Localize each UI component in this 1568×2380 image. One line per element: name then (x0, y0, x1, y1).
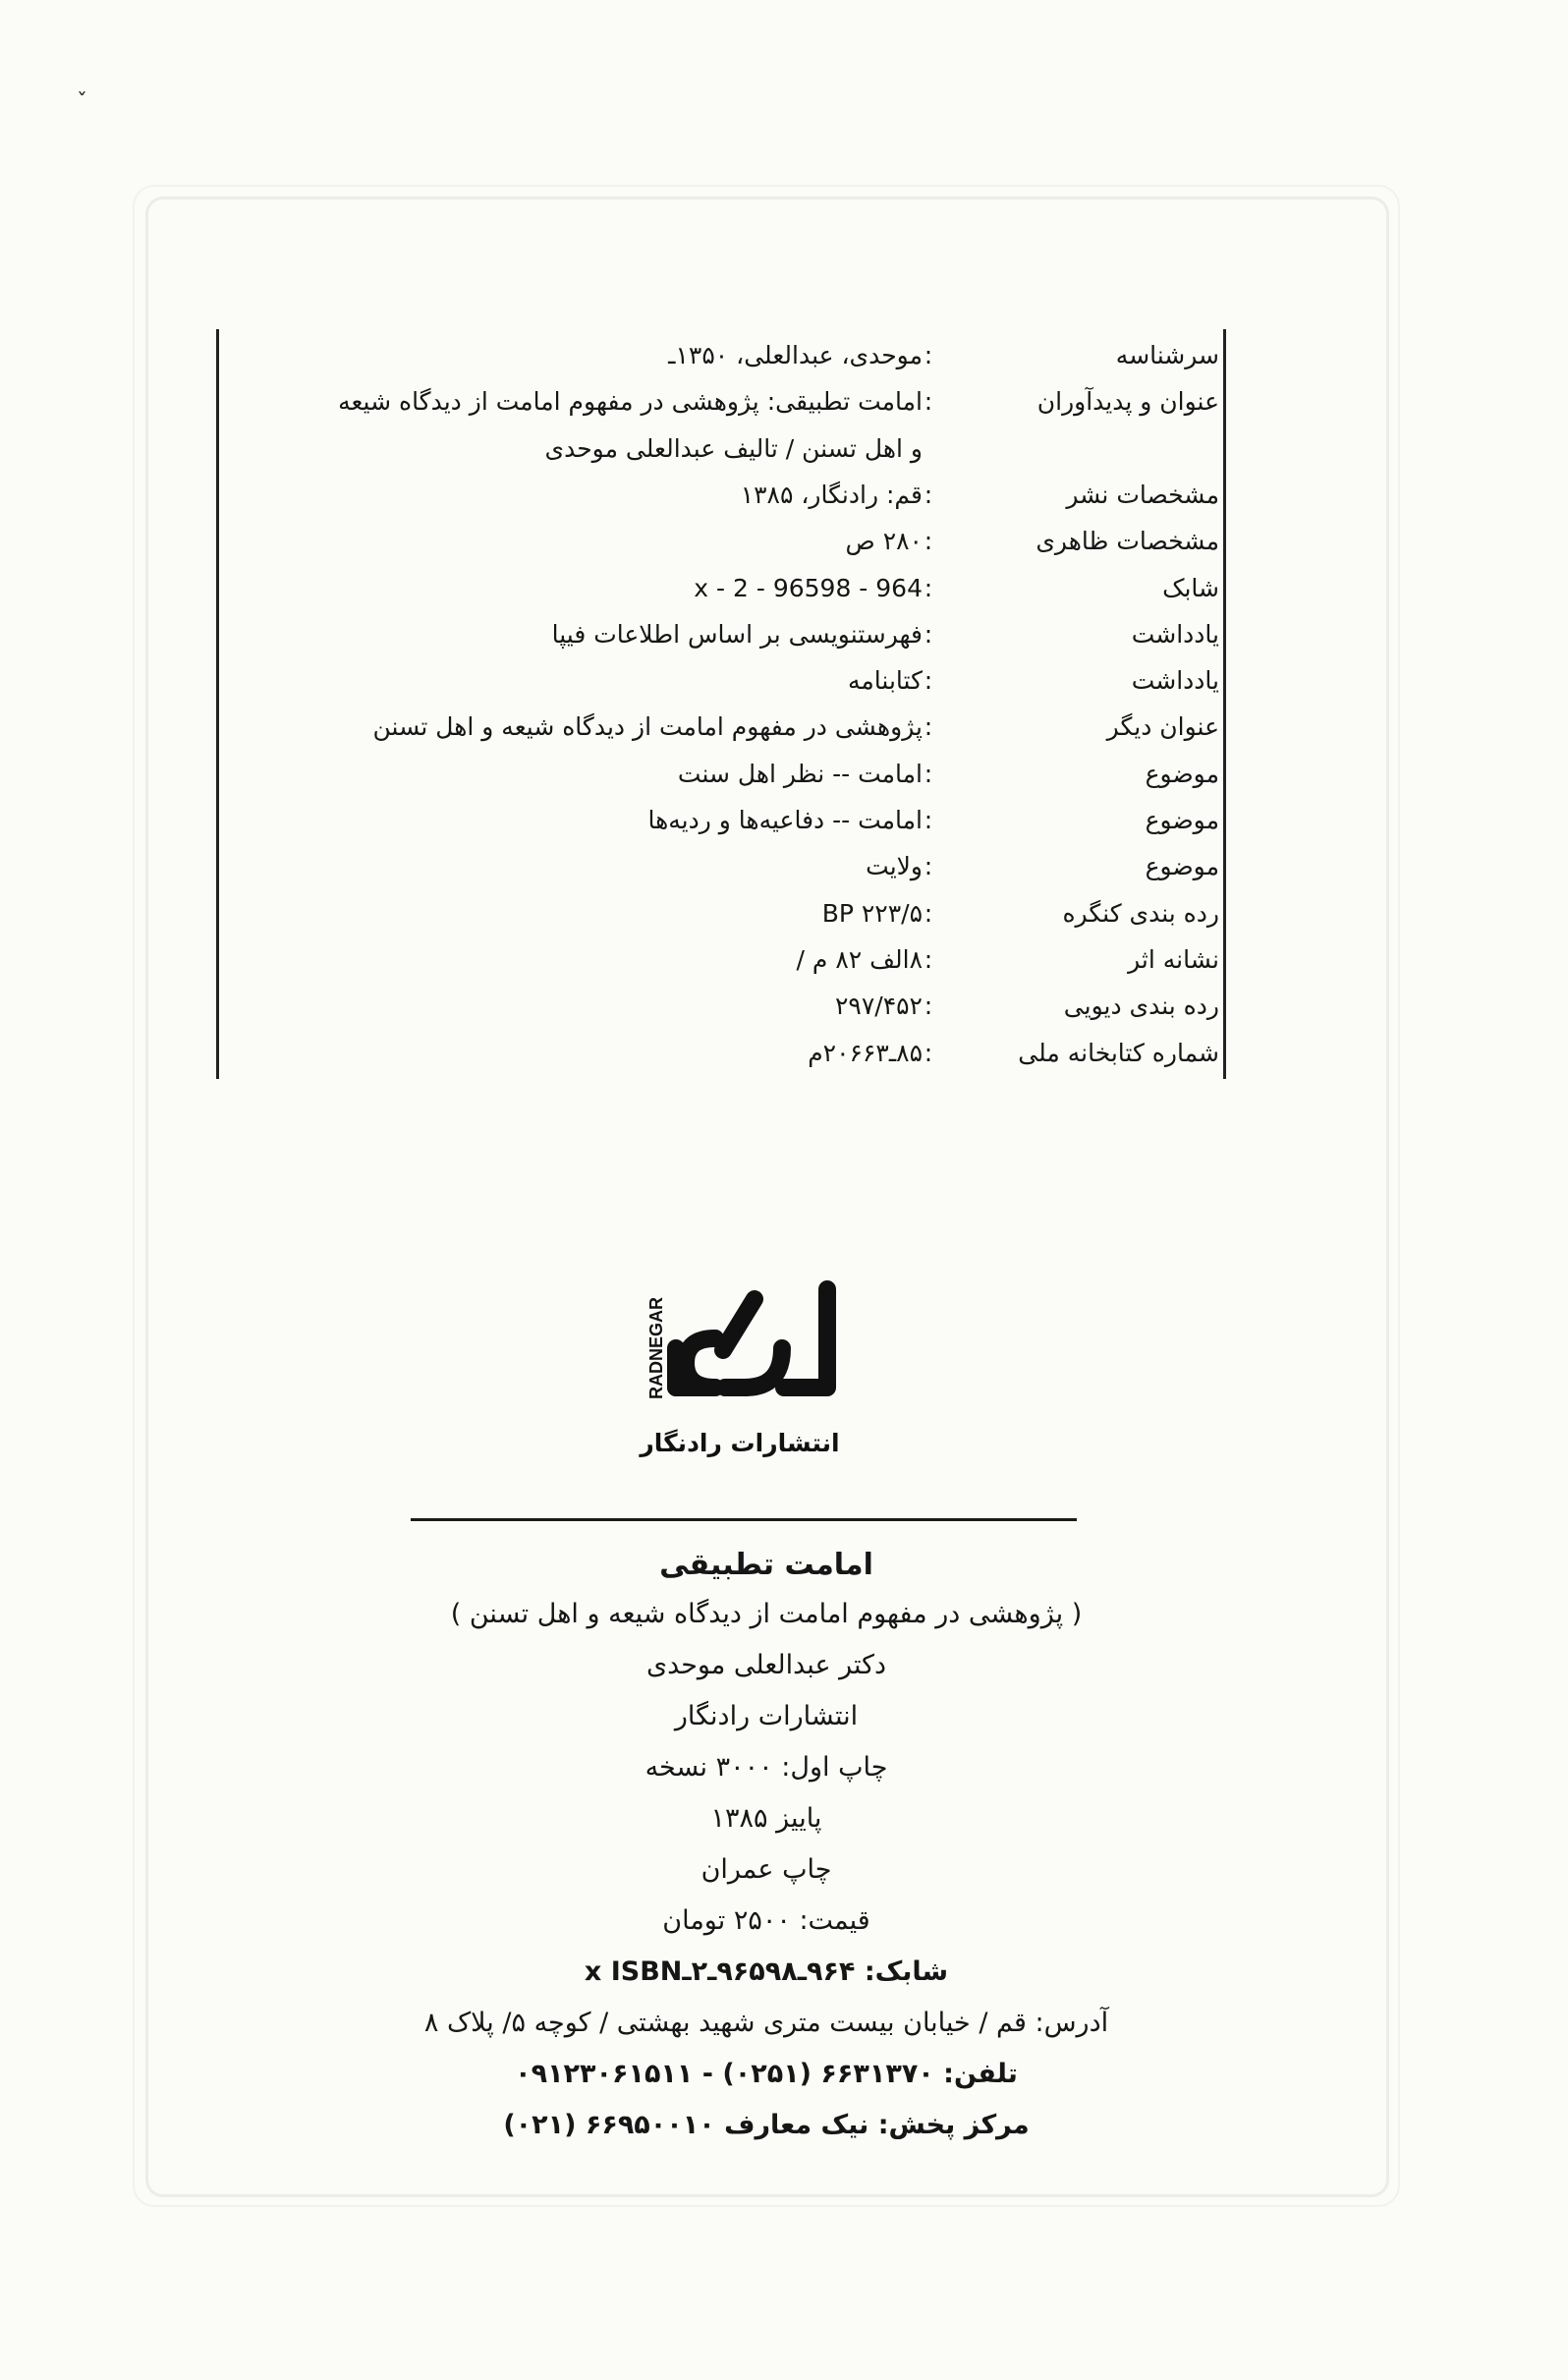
catalog-value: امامت -- نظر اهل سنت (677, 759, 923, 788)
catalog-label: عنوان و پدیدآوران (1036, 387, 1219, 417)
catalog-label: شماره کتابخانه ملی (1018, 1038, 1219, 1067)
logo-stroke (723, 1299, 755, 1350)
catalog-label: یادداشت (1131, 619, 1219, 649)
book-subtitle: ( پژوهشی در مفهوم امامت از دیدگاه شیعه و اهل تسنن ) (450, 1599, 1083, 1629)
catalog-colon: : (924, 527, 933, 556)
radnegar-logo (617, 1240, 863, 1486)
catalog-value: ۸۵ـ۲۰۶۶۳م (808, 1038, 923, 1067)
catalog-value: پژوهشی در مفهوم امامت از دیدگاه شیعه و اهل تسنن (372, 712, 923, 742)
catalog-colon: : (924, 666, 933, 696)
catalog-value: ۲۹۷/۴۵۲ (835, 992, 923, 1021)
catalog-value: کتابنامه (848, 666, 923, 696)
isbn: شابک: ۹۶۴ـ۹۶۵۹۸ـ۲ـx ISBN (584, 1956, 949, 1987)
catalog-value: امامت -- دفاعیه‌ها و ردیه‌ها (647, 806, 923, 834)
catalog-label: مشخصات نشر (1066, 480, 1219, 509)
book-title: امامت تطبیقی (659, 1548, 873, 1582)
catalog-colon: : (924, 387, 933, 417)
price: قیمت: ۲۵۰۰ تومان (662, 1905, 870, 1936)
catalog-value: 964 - 96598 - 2 - x (694, 573, 923, 602)
catalog-label: عنوان دیگر (1106, 712, 1219, 742)
catalog-row (219, 473, 1223, 518)
catalog-row (219, 752, 1223, 797)
speck-mark: ˇ (77, 90, 87, 115)
catalog-row (219, 519, 1223, 564)
catalog-label: موضوع (1145, 852, 1219, 881)
catalog-label: مشخصات ظاهری (1036, 527, 1219, 556)
catalog-colon: : (924, 944, 933, 974)
catalog-label: موضوع (1145, 759, 1219, 788)
catalog-colon: : (924, 341, 933, 369)
author: دکتر عبدالعلی موحدی (645, 1650, 887, 1680)
logo-latin-text: RADNEGAR (646, 1296, 666, 1400)
catalog-colon: : (924, 806, 933, 834)
catalog-row (219, 891, 1223, 936)
catalog-label: شابک (1162, 573, 1219, 602)
catalog-row (219, 566, 1223, 611)
catalog-colon: : (924, 712, 933, 742)
catalog-row (219, 844, 1223, 889)
catalog-label: سرشناسه (1115, 341, 1219, 369)
address: آدرس: قم / خیابان بیست متری شهید بهشتی / کوچه ۵/ پلاک ۸ (423, 2008, 1109, 2038)
catalog-colon: : (924, 992, 933, 1021)
catalog-colon: : (924, 852, 933, 881)
catalog-value: ۲۸۰ ص (845, 527, 923, 556)
catalog-value: BP ۲۲۳/۵ (821, 898, 923, 928)
catalog-label: یادداشت (1131, 666, 1219, 696)
catalog-row (219, 333, 1223, 378)
catalog-colon: : (924, 759, 933, 788)
catalog-value: موحدی، عبدالعلی، ۱۳۵۰ـ (668, 341, 923, 369)
catalog-value: قم: رادنگار، ۱۳۸۵ (740, 480, 923, 509)
catalog-colon: : (924, 1038, 933, 1067)
phone: تلفن: ۶۶۳۱۳۷۰ (۰۲۵۱) - ۰۹۱۲۳۰۶۱۵۱۱ (515, 2059, 1018, 2089)
catalog-row (219, 984, 1223, 1029)
catalog-colon: : (924, 898, 933, 928)
catalog-label: موضوع (1145, 806, 1219, 834)
separator-rule (411, 1518, 1077, 1521)
catalog-value: امامت تطبیقی: پژوهشی در مفهوم امامت از دیدگاه شیعه (338, 387, 923, 417)
catalog-row (219, 658, 1223, 704)
logo-caption: انتشارات رادنگار (640, 1429, 840, 1457)
catalog-row (219, 379, 1223, 425)
catalog-row (219, 705, 1223, 750)
catalog-row (219, 1031, 1223, 1076)
catalog-row (219, 798, 1223, 843)
catalog-label: رده بندی کنگره (1062, 898, 1219, 928)
catalog-value: ۸الف ۸۲ م / (796, 944, 923, 974)
publisher: انتشارات رادنگار (674, 1701, 859, 1731)
catalog-label: رده بندی دیویی (1063, 992, 1219, 1021)
catalog-label: نشانه اثر (1128, 944, 1219, 974)
catalog-row (219, 426, 1223, 472)
catalog-value: فهرستنویسی بر اساس اطلاعات فیپا (551, 619, 923, 649)
logo-stroke (784, 1289, 827, 1388)
distribution-center: مرکز پخش: نیک معارف ۶۶۹۵۰۰۱۰ (۰۲۱) (503, 2110, 1030, 2140)
catalog-colon: : (924, 573, 933, 602)
catalog-box (216, 329, 1226, 1079)
logo-stroke (725, 1348, 782, 1388)
printer: چاپ عمران (700, 1854, 832, 1885)
edition: چاپ اول: ۳۰۰۰ نسخه (644, 1752, 888, 1783)
catalog-colon: : (924, 480, 933, 509)
catalog-value: ولایت (866, 852, 923, 881)
catalog-colon: : (924, 619, 933, 649)
publication-date: پاییز ۱۳۸۵ (710, 1803, 822, 1834)
catalog-row (219, 612, 1223, 657)
catalog-value: و اهل تسنن / تالیف عبدالعلی موحدی (544, 433, 923, 463)
catalog-row (219, 937, 1223, 983)
